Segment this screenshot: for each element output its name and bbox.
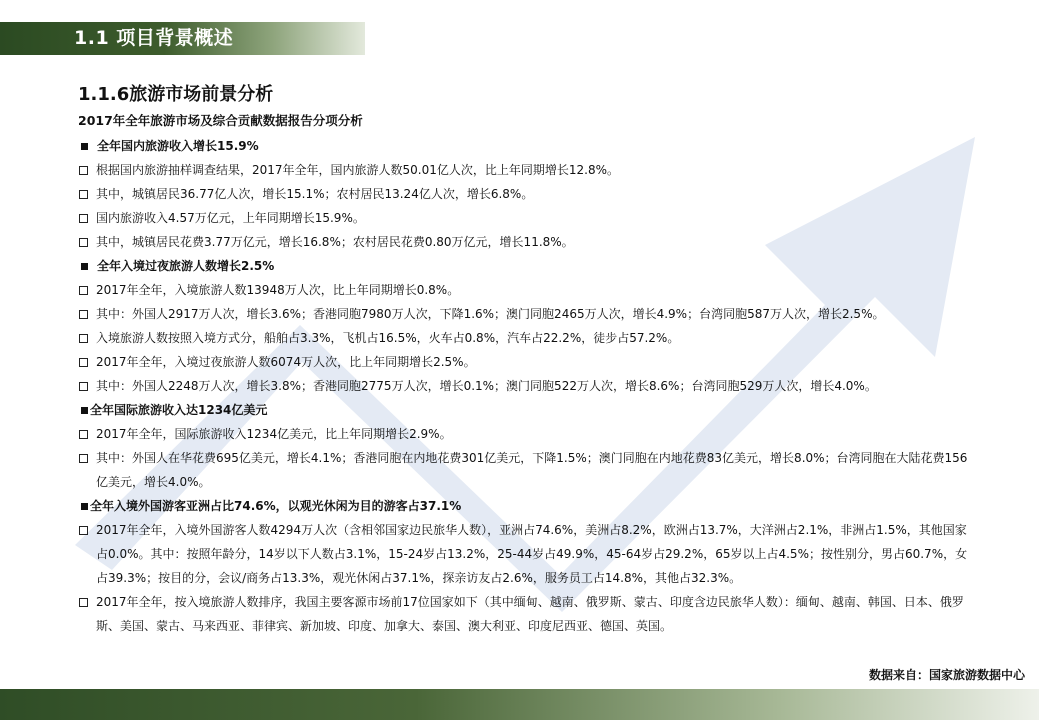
square-bullet-icon	[81, 407, 88, 414]
list-item: 其中：外国人在华花费695亿美元，增长4.1%；香港同胞在内地花费301亿美元，下降1.5%；澳门同胞在内地花费83亿美元，增长8.0%；台湾同胞在大陆花费156亿美元，增长4.0%。	[78, 446, 978, 494]
checkbox-bullet-icon	[79, 598, 88, 607]
checkbox-bullet-icon	[79, 526, 88, 535]
header-band	[0, 22, 365, 55]
footer-band	[0, 689, 1039, 720]
checkbox-bullet-icon	[79, 310, 88, 319]
list-item: 2017年全年，按入境旅游人数排序，我国主要客源市场前17位国家如下（其中缅甸、越南、俄罗斯、蒙古、印度含边民旅华人数）：缅甸、越南、韩国、日本、俄罗斯、美国、蒙古、马来西亚、菲律宾、新加坡、印度、加拿大、泰国、澳大利亚、印度尼西亚、德国、英国。	[78, 590, 978, 638]
data-source-note: 数据来自：国家旅游数据中心	[868, 668, 1025, 682]
group-heading-domestic-revenue: 全年国内旅游收入增长15.9%	[78, 134, 978, 158]
section-subtitle: 2017年全年旅游市场及综合贡献数据报告分项分析	[78, 113, 363, 128]
checkbox-bullet-icon	[79, 166, 88, 175]
checkbox-bullet-icon	[79, 430, 88, 439]
list-item: 2017年全年，入境旅游人数13948万人次，比上年同期增长0.8%。	[78, 278, 978, 302]
checkbox-bullet-icon	[79, 190, 88, 199]
list-item: 入境旅游人数按照入境方式分，船舶占3.3%，飞机占16.5%，火车占0.8%，汽车占22.2%，徒步占57.2%。	[78, 326, 978, 350]
list-item: 根据国内旅游抽样调查结果，2017年全年，国内旅游人数50.01亿人次，比上年同期增长12.8%。	[78, 158, 978, 182]
checkbox-bullet-icon	[79, 454, 88, 463]
group-heading-inbound-overnight: 全年入境过夜旅游人数增长2.5%	[78, 254, 978, 278]
checkbox-bullet-icon	[79, 382, 88, 391]
square-bullet-icon	[81, 143, 88, 150]
checkbox-bullet-icon	[79, 358, 88, 367]
square-bullet-icon	[81, 263, 88, 270]
checkbox-bullet-icon	[79, 238, 88, 247]
list-item: 2017年全年，入境过夜旅游人数6074万人次，比上年同期增长2.5%。	[78, 350, 978, 374]
list-item: 其中，城镇居民花费3.77万亿元，增长16.8%；农村居民花费0.80万亿元，增长11.8%。	[78, 230, 978, 254]
page-header-title: 1.1 项目背景概述	[74, 27, 234, 49]
group-heading-international-revenue: 全年国际旅游收入达1234亿美元	[78, 398, 978, 422]
checkbox-bullet-icon	[79, 334, 88, 343]
list-item: 2017年全年，入境外国游客人数4294万人次（含相邻国家边民旅华人数），亚洲占74.6%，美洲占8.2%，欧洲占13.7%，大洋洲占2.1%，非洲占1.5%，其他国家占0.0%。其中：按照年龄分，14岁以下人数占3.1%，15-24岁占13.2%，25-44岁占49.9%，45-64岁占29.2%，65岁以上占4.5%；按性别分，男占60.7%，女占39.3%；按目的分，会议/商务占13.3%，观光休闲占37.1%，探亲访友占2.6%，服务员工占14.8%，其他占32.3%。	[78, 518, 978, 590]
list-item: 国内旅游收入4.57万亿元，上年同期增长15.9%。	[78, 206, 978, 230]
list-item: 2017年全年，国际旅游收入1234亿美元，比上年同期增长2.9%。	[78, 422, 978, 446]
square-bullet-icon	[81, 503, 88, 510]
list-item: 其中，城镇居民36.77亿人次，增长15.1%；农村居民13.24亿人次，增长6.8%。	[78, 182, 978, 206]
checkbox-bullet-icon	[79, 286, 88, 295]
group-heading-foreign-visitors: 全年入境外国游客亚洲占比74.6%，以观光休闲为目的游客占37.1%	[78, 494, 978, 518]
content-area	[78, 82, 978, 638]
list-item: 其中：外国人2248万人次，增长3.8%；香港同胞2775万人次，增长0.1%；澳门同胞522万人次，增长8.6%；台湾同胞529万人次，增长4.0%。	[78, 374, 978, 398]
list-item: 其中：外国人2917万人次，增长3.6%；香港同胞7980万人次，下降1.6%；澳门同胞2465万人次，增长4.9%；台湾同胞587万人次，增长2.5%。	[78, 302, 978, 326]
checkbox-bullet-icon	[79, 214, 88, 223]
section-title: 1.1.6旅游市场前景分析	[78, 84, 274, 105]
